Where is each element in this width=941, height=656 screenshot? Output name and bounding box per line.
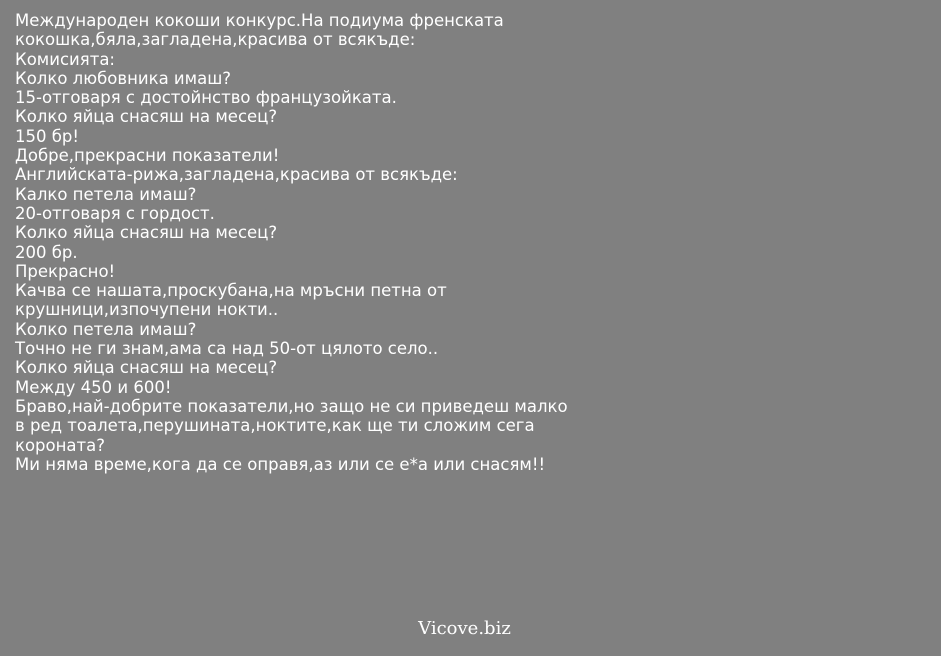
joke-line: Международен кокоши конкурс.На подиума френската <box>15 11 504 30</box>
joke-line: Колко яйца снасяш на месец? <box>15 223 278 243</box>
joke-line: Браво,най-добрите показатели,но защо не си приведеш малко <box>15 396 568 416</box>
joke-line: 20-отговаря с гордост. <box>15 203 215 223</box>
joke-line: Точно не ги знам,ама са над 50-от цялото село.. <box>15 339 439 359</box>
joke-line: короната? <box>15 435 106 455</box>
joke-line: 15-отговаря с достойнство французойката. <box>15 88 397 108</box>
joke-line: Английската-рижа,загладена,красива от всякъде: <box>15 165 458 185</box>
site-watermark: Vicove.biz <box>418 618 511 639</box>
joke-line: Добре,прекрасни показатели! <box>15 146 280 166</box>
joke-line: Калко петела имаш? <box>15 184 197 204</box>
joke-line: в ред тоалета,перушината,ноктите,как ще ти сложим сега <box>15 416 535 436</box>
joke-line: Между 450 и 600! <box>15 377 172 397</box>
joke-line: Комисията: <box>15 49 115 69</box>
joke-line: Колко петела имаш? <box>15 319 197 339</box>
joke-line: 200 бр. <box>15 242 78 262</box>
joke-line: Ми няма време,кога да се оправя,аз или се е*а или снасям!! <box>15 454 546 474</box>
joke-line: крушници,изпочупени нокти.. <box>15 300 279 320</box>
joke-text <box>15 11 925 474</box>
joke-line: Прекрасно! <box>15 261 116 281</box>
joke-line: Колко яйца снасяш на месец? <box>15 358 278 378</box>
joke-line: Качва се нашата,проскубана,на мръсни петна от <box>15 281 447 301</box>
joke-line: Колко яйца снасяш на месец? <box>15 107 278 127</box>
joke-line: Колко любовника имаш? <box>15 68 232 88</box>
joke-line: 150 бр! <box>15 126 80 146</box>
joke-line: кокошка,бяла,загладена,красива от всякъде: <box>15 30 416 50</box>
